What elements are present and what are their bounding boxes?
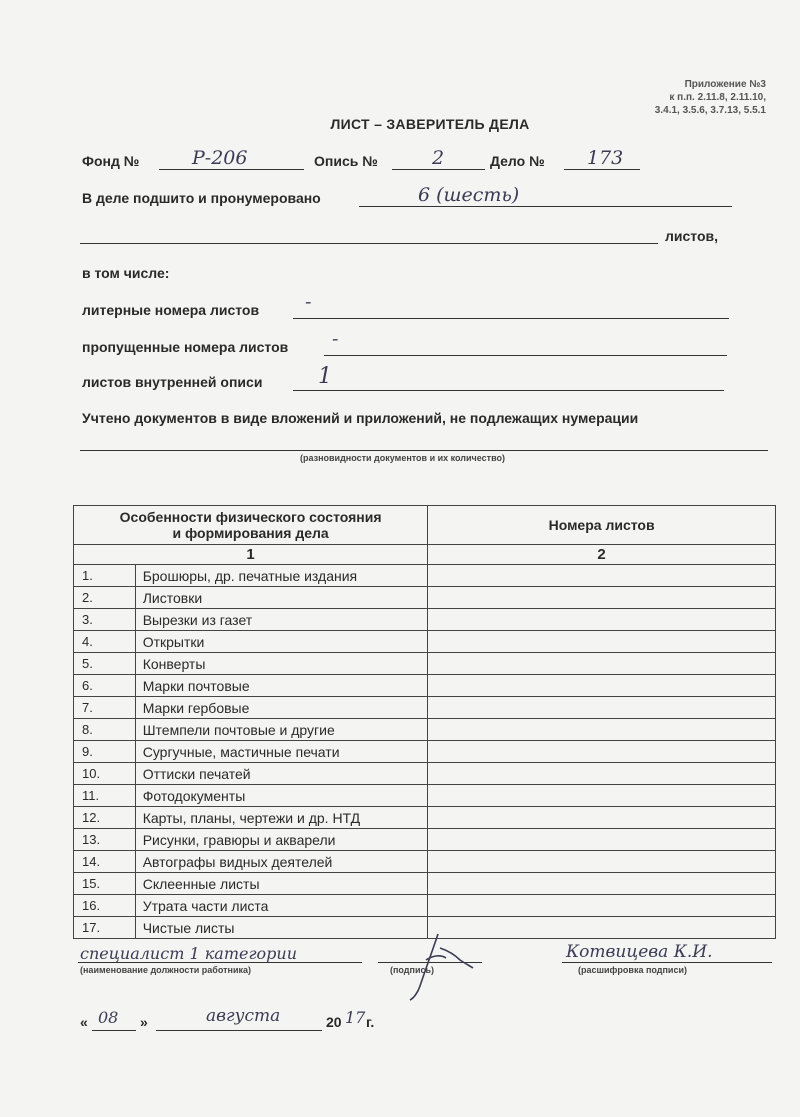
position-value: специалист 1 категории <box>80 944 298 963</box>
row-sheet-numbers <box>428 851 776 873</box>
table-row <box>74 763 776 785</box>
row-name: Оттиски печатей <box>135 763 427 785</box>
table-row <box>74 587 776 609</box>
table-body <box>74 565 776 939</box>
col1-header: Особенности физического состояния и формирования дела <box>74 506 428 545</box>
row-sheet-numbers <box>428 697 776 719</box>
attachments-caption: (разновидности документов и их количество) <box>300 453 505 463</box>
decode-value: Котвицева К.И. <box>566 942 713 962</box>
internal-label: листов внутренней описи <box>82 374 263 390</box>
date-year-prefix: 20 <box>326 1014 342 1030</box>
sewn-rule <box>359 206 732 207</box>
internal-rule <box>293 390 724 391</box>
row-name: Автографы видных деятелей <box>135 851 427 873</box>
row-number: 8. <box>74 719 136 741</box>
row-number: 1. <box>74 565 136 587</box>
fond-value: Р-206 <box>192 147 248 169</box>
sign-caption: (подпись) <box>390 965 435 975</box>
table-row <box>74 785 776 807</box>
date-open-quote: « <box>80 1014 88 1030</box>
lettered-rule <box>293 318 729 319</box>
table-row <box>74 565 776 587</box>
row-sheet-numbers <box>428 895 776 917</box>
table-row <box>74 675 776 697</box>
table-row <box>74 741 776 763</box>
appendix-line-1: Приложение №3 <box>684 79 766 90</box>
missing-value: - <box>332 328 339 350</box>
position-caption: (наименование должности работника) <box>80 965 252 975</box>
row-name: Рисунки, гравюры и акварели <box>135 829 427 851</box>
date-close-quote: » <box>140 1014 148 1030</box>
date-month-rule <box>156 1030 322 1031</box>
row-name: Фотодокументы <box>135 785 427 807</box>
table-row <box>74 719 776 741</box>
col2-number: 2 <box>428 545 776 565</box>
row-name: Открытки <box>135 631 427 653</box>
lettered-label: литерные номера листов <box>82 302 260 318</box>
date-day: 08 <box>98 1008 119 1027</box>
row-sheet-numbers <box>428 719 776 741</box>
row-number: 14. <box>74 851 136 873</box>
sewn-label: В деле подшито и пронумеровано <box>82 190 321 206</box>
row-number: 17. <box>74 917 136 939</box>
row-sheet-numbers <box>428 829 776 851</box>
row-name: Брошюры, др. печатные издания <box>135 565 427 587</box>
appendix-line-2: к п.п. 2.11.8, 2.11.10, <box>669 92 766 103</box>
missing-rule <box>324 355 727 356</box>
row-sheet-numbers <box>428 609 776 631</box>
row-name: Сургучные, мастичные печати <box>135 741 427 763</box>
sheets-suffix: листов, <box>665 228 719 244</box>
row-number: 10. <box>74 763 136 785</box>
missing-label: пропущенные номера листов <box>82 339 289 355</box>
table-row <box>74 807 776 829</box>
row-number: 12. <box>74 807 136 829</box>
appendix-line-3: 3.4.1, 3.5.6, 3.7.13, 5.5.1 <box>654 105 766 116</box>
row-sheet-numbers <box>428 807 776 829</box>
row-number: 4. <box>74 631 136 653</box>
delo-label: Дело № <box>490 153 545 169</box>
table-row <box>74 829 776 851</box>
table-row <box>74 653 776 675</box>
row-number: 9. <box>74 741 136 763</box>
attachments-rule <box>80 450 768 451</box>
row-number: 7. <box>74 697 136 719</box>
fond-rule <box>159 169 304 170</box>
row-sheet-numbers <box>428 675 776 697</box>
table-row <box>74 873 776 895</box>
document-title: ЛИСТ – ЗАВЕРИТЕЛЬ ДЕЛА <box>330 116 530 132</box>
row-number: 16. <box>74 895 136 917</box>
row-number: 2. <box>74 587 136 609</box>
date-day-rule <box>92 1030 136 1031</box>
row-sheet-numbers <box>428 763 776 785</box>
table-row <box>74 851 776 873</box>
row-number: 3. <box>74 609 136 631</box>
row-number: 13. <box>74 829 136 851</box>
lettered-value: - <box>305 291 312 313</box>
row-number: 6. <box>74 675 136 697</box>
col2-header: Номера листов <box>428 506 776 545</box>
row-sheet-numbers <box>428 741 776 763</box>
row-name: Штемпели почтовые и другие <box>135 719 427 741</box>
row-name: Вырезки из газет <box>135 609 427 631</box>
row-sheet-numbers <box>428 917 776 939</box>
date-year-suffix: 17 <box>345 1008 366 1027</box>
decode-rule <box>562 962 772 963</box>
sewn-value: 6 (шесть) <box>418 184 520 206</box>
row-sheet-numbers <box>428 631 776 653</box>
row-sheet-numbers <box>428 565 776 587</box>
opis-label: Опись № <box>314 153 378 169</box>
row-name: Склеенные листы <box>135 873 427 895</box>
physical-state-table <box>73 505 776 939</box>
row-sheet-numbers <box>428 653 776 675</box>
table-row <box>74 697 776 719</box>
row-name: Листовки <box>135 587 427 609</box>
row-number: 5. <box>74 653 136 675</box>
table-row <box>74 609 776 631</box>
including-label: в том числе: <box>82 265 170 281</box>
attachments-label: Учтено документов в виде вложений и приложений, не подлежащих нумерации <box>82 410 639 426</box>
internal-value: 1 <box>318 364 332 389</box>
opis-value: 2 <box>432 147 445 169</box>
row-name: Конверты <box>135 653 427 675</box>
row-name: Марки гербовые <box>135 697 427 719</box>
date-month: августа <box>206 1006 281 1026</box>
row-name: Карты, планы, чертежи и др. НТД <box>135 807 427 829</box>
row-number: 11. <box>74 785 136 807</box>
sewn-continuation-rule <box>80 243 658 244</box>
delo-rule <box>564 169 640 170</box>
row-number: 15. <box>74 873 136 895</box>
row-name: Марки почтовые <box>135 675 427 697</box>
row-name: Чистые листы <box>135 917 427 939</box>
row-sheet-numbers <box>428 873 776 895</box>
decode-caption: (расшифровка подписи) <box>578 965 687 975</box>
appendix-reference <box>566 78 766 117</box>
row-name: Утрата части листа <box>135 895 427 917</box>
date-year-end: г. <box>366 1014 375 1030</box>
table-row <box>74 895 776 917</box>
opis-rule <box>392 169 485 170</box>
row-sheet-numbers <box>428 587 776 609</box>
row-sheet-numbers <box>428 785 776 807</box>
table-row <box>74 631 776 653</box>
delo-value: 173 <box>587 147 624 169</box>
col1-number: 1 <box>74 545 428 565</box>
fond-label: Фонд № <box>82 153 140 169</box>
